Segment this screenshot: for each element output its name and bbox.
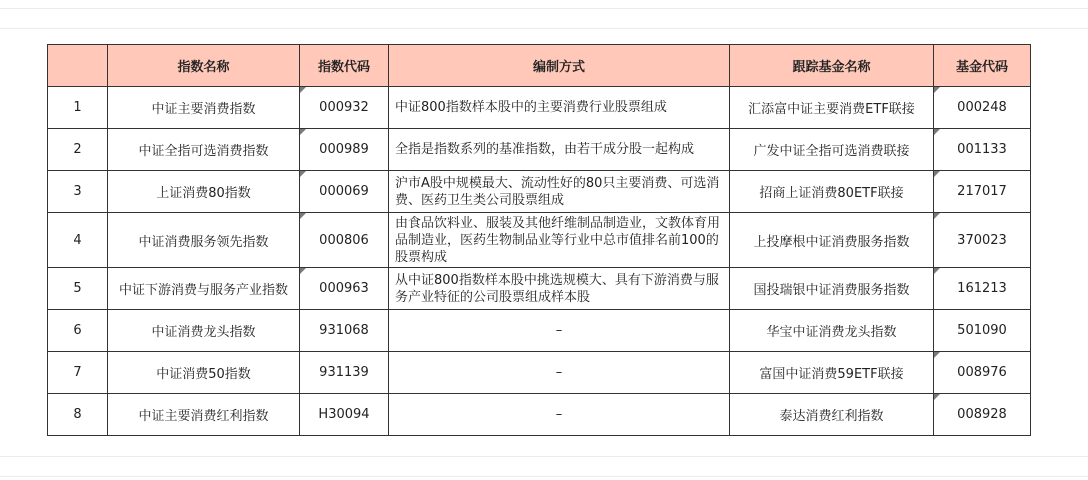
table-row: [48, 352, 1031, 394]
index-code-cell[interactable]: H30094: [300, 394, 389, 436]
table-row: [48, 129, 1031, 171]
index-code-cell[interactable]: 000989: [300, 129, 389, 171]
fund-code-cell[interactable]: 501090: [934, 310, 1031, 352]
table-row: [48, 213, 1031, 268]
fund-code-cell[interactable]: 370023: [934, 213, 1031, 268]
header-fund-name[interactable]: 跟踪基金名称: [730, 45, 934, 87]
index-code-cell[interactable]: 000932: [300, 87, 389, 129]
row-number-cell[interactable]: 1: [48, 87, 108, 129]
row-number-cell[interactable]: 6: [48, 310, 108, 352]
index-name-cell[interactable]: 中证全指可选消费指数: [108, 129, 300, 171]
row-number-cell[interactable]: 7: [48, 352, 108, 394]
grid-line: [0, 456, 1088, 457]
header-index[interactable]: [48, 45, 108, 87]
fund-name-cell[interactable]: 国投瑞银中证消费服务指数: [730, 268, 934, 310]
row-number-cell[interactable]: 4: [48, 213, 108, 268]
index-name-cell[interactable]: 中证消费龙头指数: [108, 310, 300, 352]
fund-name-cell[interactable]: 汇添富中证主要消费ETF联接: [730, 87, 934, 129]
fund-name-cell[interactable]: 广发中证全指可选消费联接: [730, 129, 934, 171]
header-method[interactable]: 编制方式: [389, 45, 730, 87]
row-number-cell[interactable]: 3: [48, 171, 108, 213]
method-cell[interactable]: –: [389, 352, 730, 394]
fund-code-cell[interactable]: 001133: [934, 129, 1031, 171]
index-code-cell[interactable]: 000806: [300, 213, 389, 268]
index-code-cell[interactable]: 000069: [300, 171, 389, 213]
index-name-cell[interactable]: 中证主要消费红利指数: [108, 394, 300, 436]
row-number-cell[interactable]: 5: [48, 268, 108, 310]
fund-name-cell[interactable]: 招商上证消费80ETF联接: [730, 171, 934, 213]
index-name-cell[interactable]: 中证消费50指数: [108, 352, 300, 394]
index-name-cell[interactable]: 中证消费服务领先指数: [108, 213, 300, 268]
fund-name-cell[interactable]: 泰达消费红利指数: [730, 394, 934, 436]
fund-code-cell[interactable]: 008976: [934, 352, 1031, 394]
fund-name-cell[interactable]: 富国中证消费59ETF联接: [730, 352, 934, 394]
fund-name-cell[interactable]: 华宝中证消费龙头指数: [730, 310, 934, 352]
row-number-cell[interactable]: 8: [48, 394, 108, 436]
table-row: [48, 268, 1031, 310]
index-fund-table: [47, 44, 1031, 436]
row-number-cell[interactable]: 2: [48, 129, 108, 171]
table-row: [48, 310, 1031, 352]
method-cell[interactable]: –: [389, 394, 730, 436]
method-cell[interactable]: 中证800指数样本股中的主要消费行业股票组成: [389, 87, 730, 129]
index-name-cell[interactable]: 中证主要消费指数: [108, 87, 300, 129]
method-cell[interactable]: 全指是指数系列的基准指数，由若干成分股一起构成: [389, 129, 730, 171]
fund-code-cell[interactable]: 217017: [934, 171, 1031, 213]
header-index-code[interactable]: 指数代码: [300, 45, 389, 87]
grid-line: [0, 476, 1088, 477]
header-fund-code[interactable]: 基金代码: [934, 45, 1031, 87]
table-row: [48, 171, 1031, 213]
fund-code-cell[interactable]: 008928: [934, 394, 1031, 436]
method-cell[interactable]: 沪市A股中规模最大、流动性好的80只主要消费、可选消费、医药卫生类公司股票组成: [389, 171, 730, 213]
index-name-cell[interactable]: 中证下游消费与服务产业指数: [108, 268, 300, 310]
index-code-cell[interactable]: 931139: [300, 352, 389, 394]
method-cell[interactable]: 从中证800指数样本股中挑选规模大、具有下游消费与服务产业特征的公司股票组成样本股: [389, 268, 730, 310]
grid-line: [0, 28, 1088, 29]
header-index-name[interactable]: 指数名称: [108, 45, 300, 87]
table-header-row: [48, 45, 1031, 87]
table-row: [48, 394, 1031, 436]
index-name-cell[interactable]: 上证消费80指数: [108, 171, 300, 213]
fund-code-cell[interactable]: 161213: [934, 268, 1031, 310]
grid-line: [0, 8, 1088, 9]
fund-code-cell[interactable]: 000248: [934, 87, 1031, 129]
fund-name-cell[interactable]: 上投摩根中证消费服务指数: [730, 213, 934, 268]
method-cell[interactable]: –: [389, 310, 730, 352]
index-code-cell[interactable]: 000963: [300, 268, 389, 310]
index-code-cell[interactable]: 931068: [300, 310, 389, 352]
method-cell[interactable]: 由食品饮料业、服装及其他纤维制品制造业，文教体育用品制造业，医药生物制品业等行业中总市值排名前100的股票构成: [389, 213, 730, 268]
table-row: [48, 87, 1031, 129]
